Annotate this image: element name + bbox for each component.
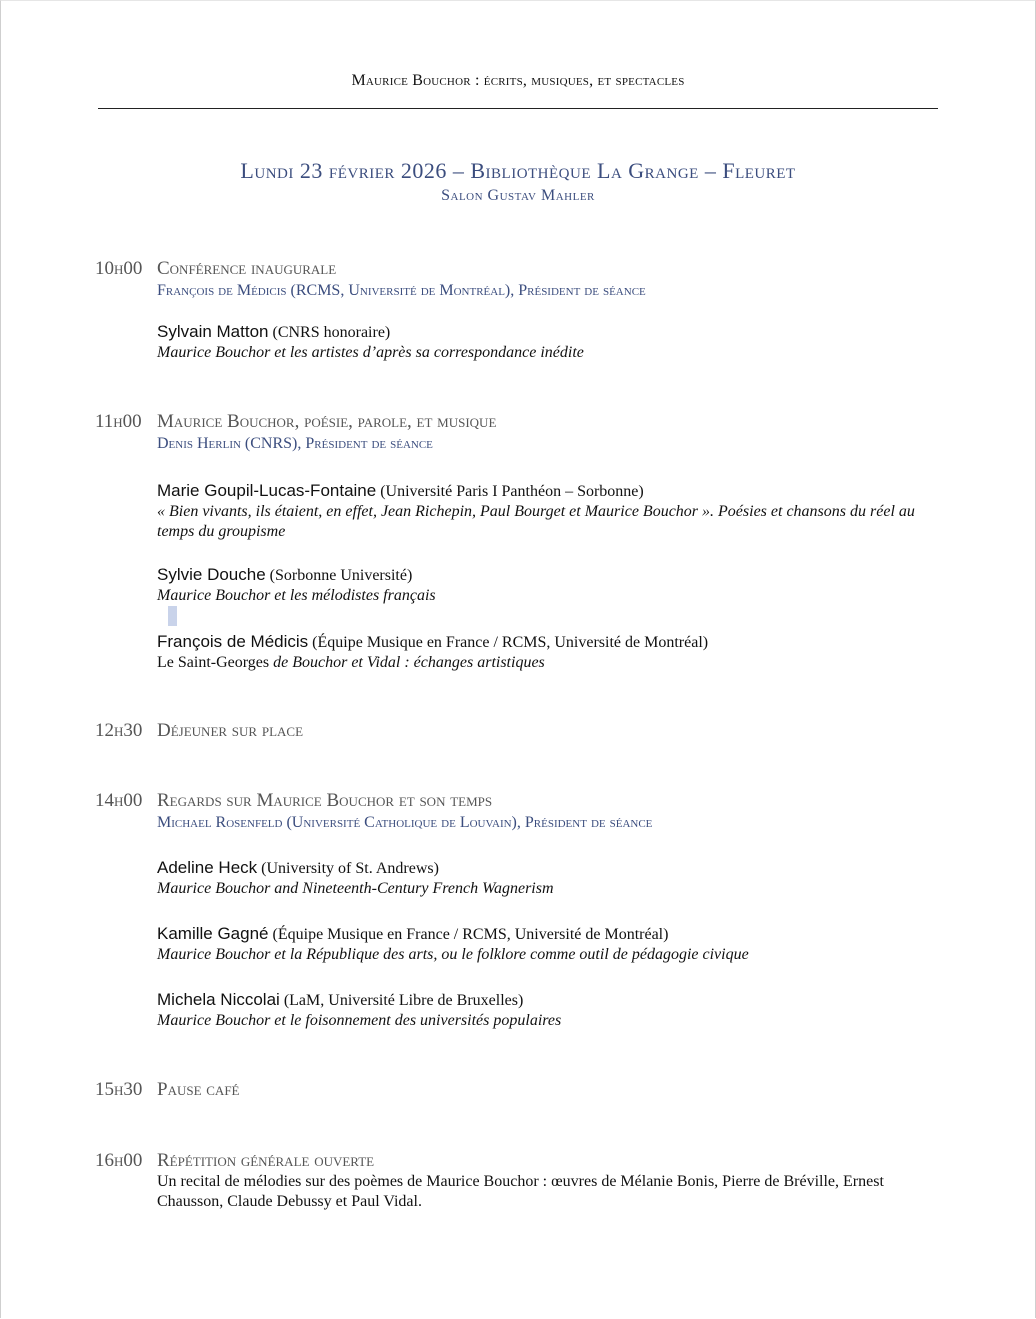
speaker-name: Sylvain Matton xyxy=(157,322,269,341)
talk xyxy=(157,990,947,1031)
speaker-line xyxy=(157,858,947,879)
talk-title xyxy=(157,653,947,673)
speaker-name: Michela Niccolai xyxy=(157,990,280,1009)
session-title: Déjeuner sur place xyxy=(157,720,304,741)
speaker-name: Adeline Heck xyxy=(157,858,258,877)
session-title: Regards sur Maurice Bouchor et son temps xyxy=(157,790,493,811)
speaker-line xyxy=(157,924,947,945)
session-chair: Denis Herlin (CNRS), Président de séance xyxy=(157,435,433,452)
talk-title: Maurice Bouchor et la République des arts, ou le folklore comme outil de pédagogie civique xyxy=(157,946,749,963)
talk xyxy=(157,632,947,673)
talk-title: Maurice Bouchor et les mélodistes français xyxy=(157,587,436,604)
session-time: 11h00 xyxy=(95,411,142,432)
session-time: 16h00 xyxy=(95,1150,143,1171)
talk-title: Maurice Bouchor et le foisonnement des universités populaires xyxy=(157,1012,562,1029)
speaker-affiliation: (Équipe Musique en France / RCMS, Université de Montréal) xyxy=(272,926,669,943)
speaker-name: Marie Goupil-Lucas-Fontaine xyxy=(157,481,377,500)
speaker-name: François de Médicis xyxy=(157,632,309,651)
speaker-line xyxy=(157,990,947,1011)
speaker-line xyxy=(157,565,947,586)
session-time: 14h00 xyxy=(95,790,143,811)
session-time: 15h30 xyxy=(95,1079,143,1100)
speaker-line xyxy=(157,481,947,502)
session-time: 12h30 xyxy=(95,720,143,741)
talk xyxy=(157,858,947,899)
header-rule xyxy=(98,108,938,109)
speaker-line xyxy=(157,322,947,343)
talk xyxy=(157,481,947,542)
talk xyxy=(157,565,947,606)
text-cursor-mark xyxy=(168,606,177,626)
session-title: Pause café xyxy=(157,1079,240,1100)
talk-title-rest: de Bouchor et Vidal : échanges artistiques xyxy=(273,654,545,671)
speaker-name: Sylvie Douche xyxy=(157,565,266,584)
talk-title: « Bien vivants, ils étaient, en effet, Jean Richepin, Paul Bourget et Maurice Bouchor ». Poésies et chansons du réel au temps du groupisme xyxy=(157,503,915,540)
talk-title: Maurice Bouchor and Nineteenth-Century French Wagnerism xyxy=(157,880,554,897)
session-time: 10h00 xyxy=(95,258,143,279)
speaker-affiliation: (University of St. Andrews) xyxy=(261,860,439,877)
day-title: Lundi 23 février 2026 – Bibliothèque La Grange – Fleuret xyxy=(240,158,796,183)
session-description: Un recital de mélodies sur des poèmes de Maurice Bouchor : œuvres de Mélanie Bonis, Pierre de Bréville, Ernest Chausson, Claude Debussy et Paul Vidal. xyxy=(157,1173,884,1210)
speaker-affiliation: (Université Paris I Panthéon – Sorbonne) xyxy=(380,483,644,500)
talk xyxy=(157,322,947,363)
talk-title: Maurice Bouchor et les artistes d’après sa correspondance inédite xyxy=(157,344,584,361)
talk-title-work: Le Saint-Georges xyxy=(157,654,270,671)
speaker-name: Kamille Gagné xyxy=(157,924,269,943)
speaker-affiliation: (Sorbonne Université) xyxy=(269,567,413,584)
session-chair: Michael Rosenfeld (Université Catholique de Louvain), Président de séance xyxy=(157,814,653,831)
speaker-line xyxy=(157,632,947,653)
session-chair: François de Médicis (RCMS, Université de Montréal), Président de séance xyxy=(157,282,646,299)
day-subtitle: Salon Gustav Mahler xyxy=(441,187,595,204)
speaker-affiliation: (Équipe Musique en France / RCMS, Université de Montréal) xyxy=(312,634,709,651)
session-title: Maurice Bouchor, poésie, parole, et musique xyxy=(157,411,497,432)
speaker-affiliation: (CNRS honoraire) xyxy=(272,324,391,341)
speaker-affiliation: (LaM, Université Libre de Bruxelles) xyxy=(283,992,524,1009)
session-title: Répétition générale ouverte xyxy=(157,1150,375,1171)
session-title: Conférence inaugurale xyxy=(157,258,337,279)
running-header: Maurice Bouchor : écrits, musiques, et spectacles xyxy=(351,72,685,89)
talk xyxy=(157,924,947,965)
